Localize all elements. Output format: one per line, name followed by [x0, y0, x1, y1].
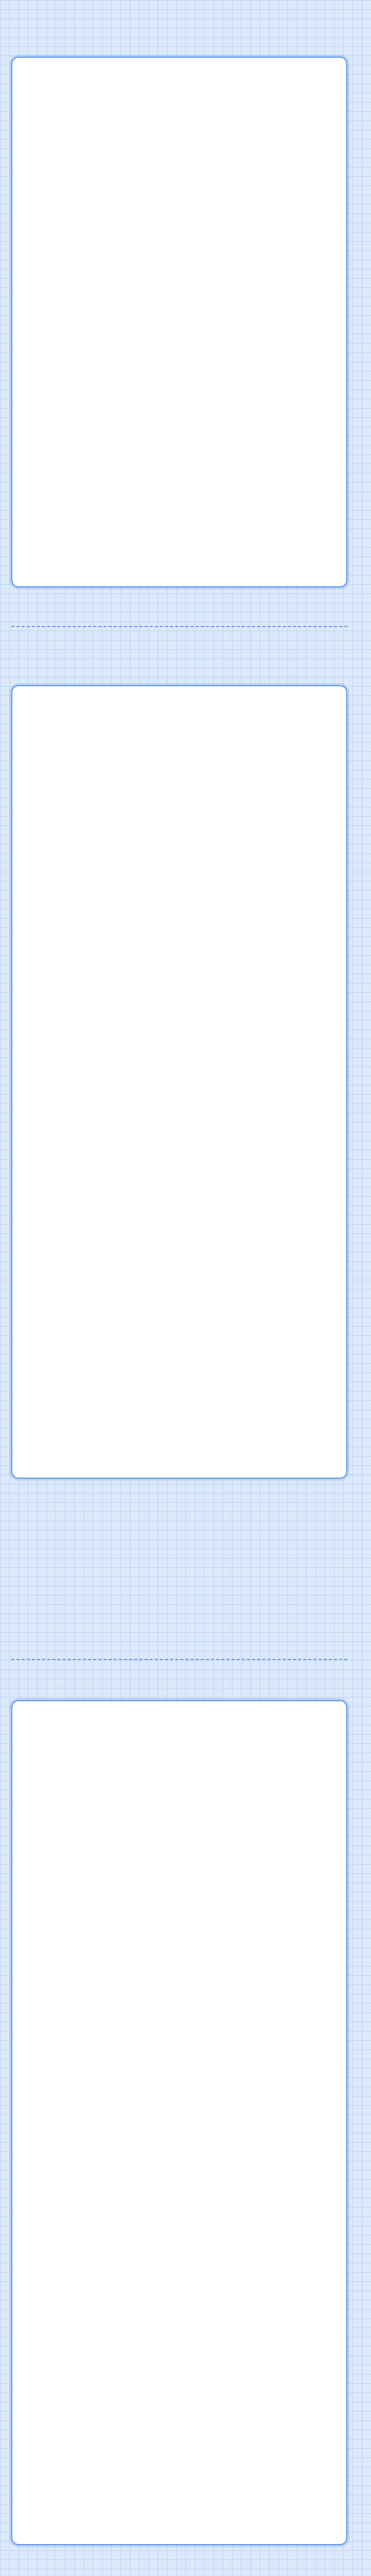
section-3-subtitle	[24, 1716, 335, 1729]
section-2-subtitle	[24, 701, 335, 714]
section-2-line-1	[24, 719, 335, 733]
content-card-3	[11, 1700, 347, 2545]
section-divider-2	[11, 1659, 347, 1665]
section-1-line-2	[24, 104, 335, 117]
section-2-line-2	[24, 733, 335, 746]
section-2-line-3	[24, 746, 335, 759]
section-3-line-2	[24, 1748, 335, 1761]
section-3-line-3	[24, 1761, 335, 1774]
content-card-1	[11, 57, 347, 587]
section-1-line-1	[24, 91, 335, 104]
content-card-2	[11, 685, 347, 1479]
page-title	[0, 12, 371, 35]
section-divider-1	[11, 626, 347, 632]
section-1-line-3	[24, 117, 335, 131]
section-3-line-1	[24, 1734, 335, 1748]
section-1-subtitle	[24, 72, 335, 86]
